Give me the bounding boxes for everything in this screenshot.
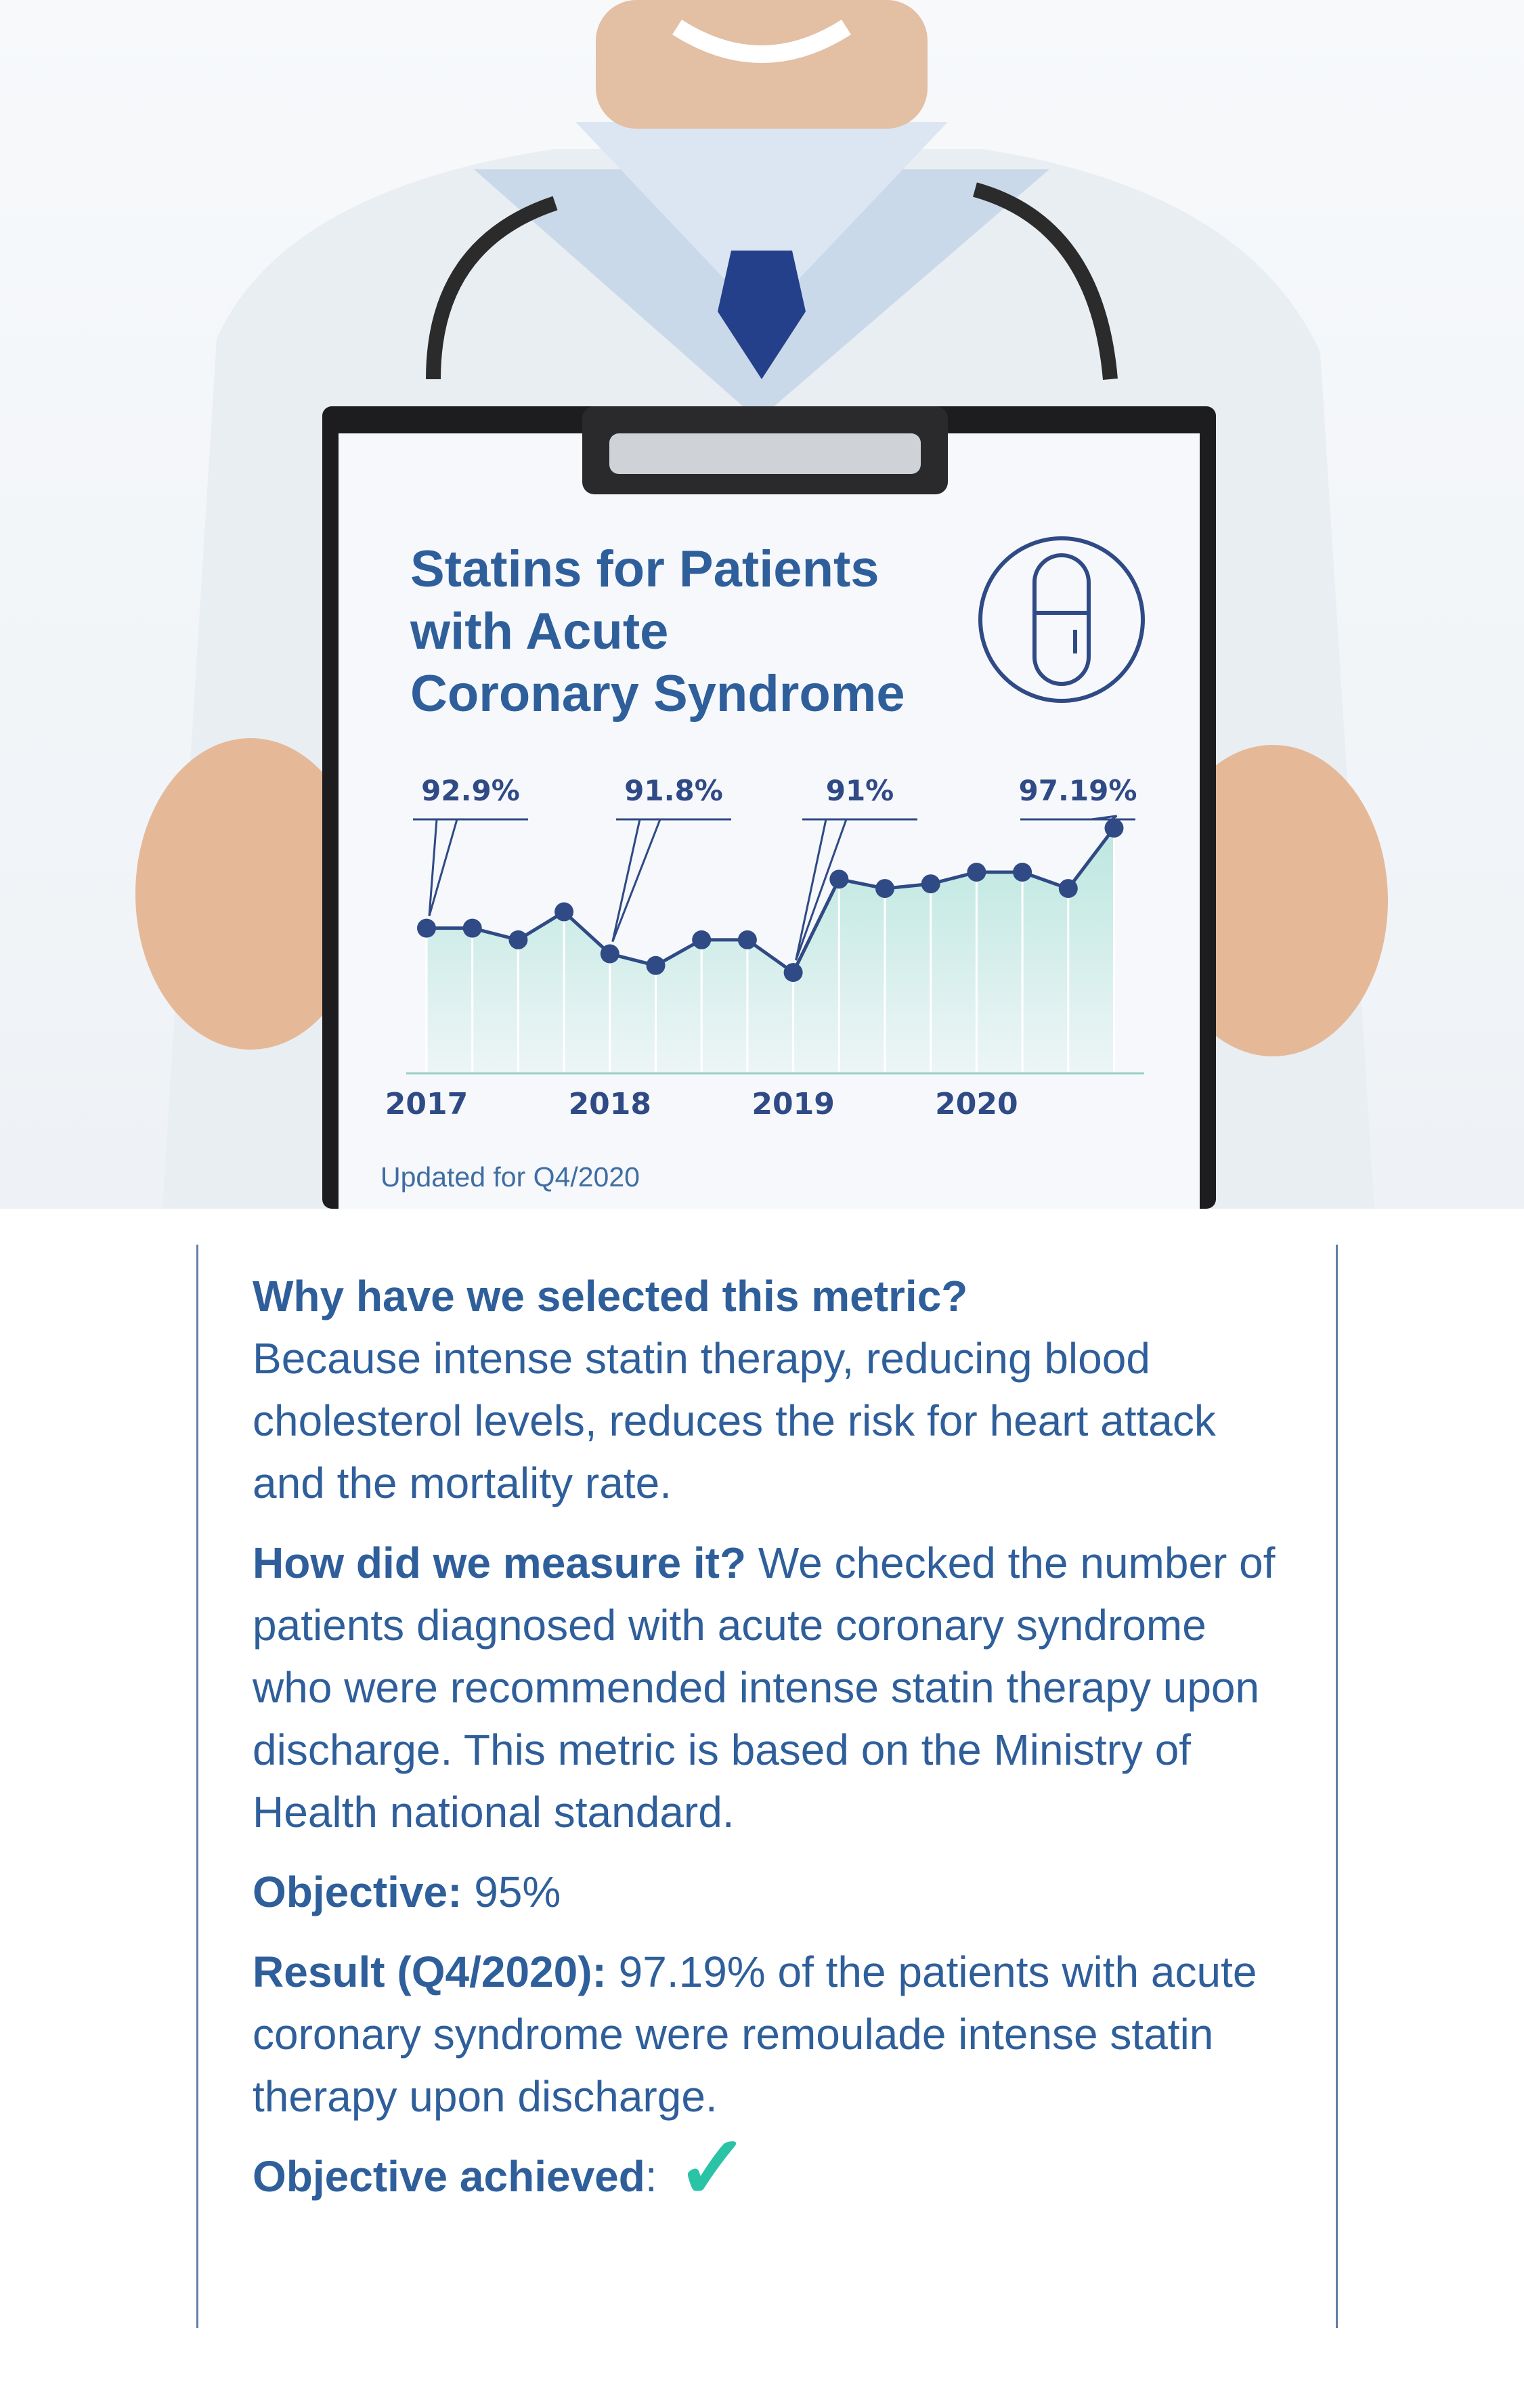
objective-value: 95%: [474, 1868, 561, 1916]
chart-data-point: [692, 930, 711, 949]
checkmark-icon: ✓: [676, 2118, 750, 2218]
why-paragraph: [253, 1265, 1282, 1514]
chart-data-point: [875, 879, 894, 898]
chart-data-point: [967, 863, 986, 882]
chart-data-point: [508, 930, 527, 949]
result-value: 97.19% of the patients with acute coronary syndrome were remoulade intense statin therapy upon discharge.: [253, 1948, 1257, 2121]
why-answer: Because intense statin therapy, reducing blood cholesterol levels, reduces the risk for heart attack and the mortality rate.: [253, 1334, 1216, 1507]
chart-data-point: [921, 874, 940, 893]
chart-data-point: [738, 930, 757, 949]
info-panel: [196, 1245, 1338, 2328]
chart-title-line: Coronary Syndrome: [410, 665, 905, 723]
how-question: How did we measure it?: [253, 1539, 747, 1587]
chart-x-tick-label: 2017: [385, 1087, 469, 1121]
chart-data-point: [554, 903, 573, 922]
chart-data-point: [417, 919, 436, 938]
chart-data-label: 91.8%: [624, 774, 723, 807]
chart-title-line: Statins for Patients: [410, 540, 879, 598]
chart-data-point: [1013, 863, 1032, 882]
chart-data-point: [601, 945, 619, 964]
chart-x-tick-label: 2018: [568, 1087, 652, 1121]
updated-note: Updated for Q4/2020: [380, 1161, 640, 1192]
chart-data-point: [647, 956, 666, 975]
chart-x-tick-label: 2019: [752, 1087, 835, 1121]
result-paragraph: [253, 1941, 1282, 2128]
chart-data-point: [784, 963, 803, 982]
chart-data-label: 92.9%: [421, 774, 520, 807]
chart-label-callout: [429, 819, 457, 916]
chart-data-point: [1059, 879, 1078, 898]
how-paragraph: [253, 1532, 1282, 1843]
achieved-paragraph: [253, 2118, 1282, 2218]
chart-label-callout: [613, 819, 660, 942]
how-answer: We checked the number of patients diagnosed with acute coronary syndrome who were recommended intense statin therapy upon discharge. This metric is based on the Ministry of Health national standard.: [253, 1539, 1276, 1836]
objective-paragraph: [253, 1861, 1282, 1923]
info-text: [253, 1265, 1282, 2225]
chart-data-label: 91%: [825, 774, 894, 807]
objective-label: Objective:: [253, 1868, 462, 1916]
chart-title-line: with Acute: [410, 603, 669, 660]
chart-data-label: 97.19%: [1018, 774, 1137, 807]
chart-x-tick-label: 2020: [935, 1087, 1018, 1121]
chart-area-fill: [427, 828, 1114, 1073]
why-question: Why have we selected this metric?: [253, 1272, 968, 1320]
achieved-label: Objective achieved: [253, 2152, 645, 2201]
achieved-colon: :: [645, 2152, 657, 2201]
result-label: Result (Q4/2020):: [253, 1948, 607, 1996]
chart-data-point: [463, 919, 482, 938]
chart-data-point: [829, 869, 848, 888]
chart-data-point: [1105, 819, 1124, 838]
